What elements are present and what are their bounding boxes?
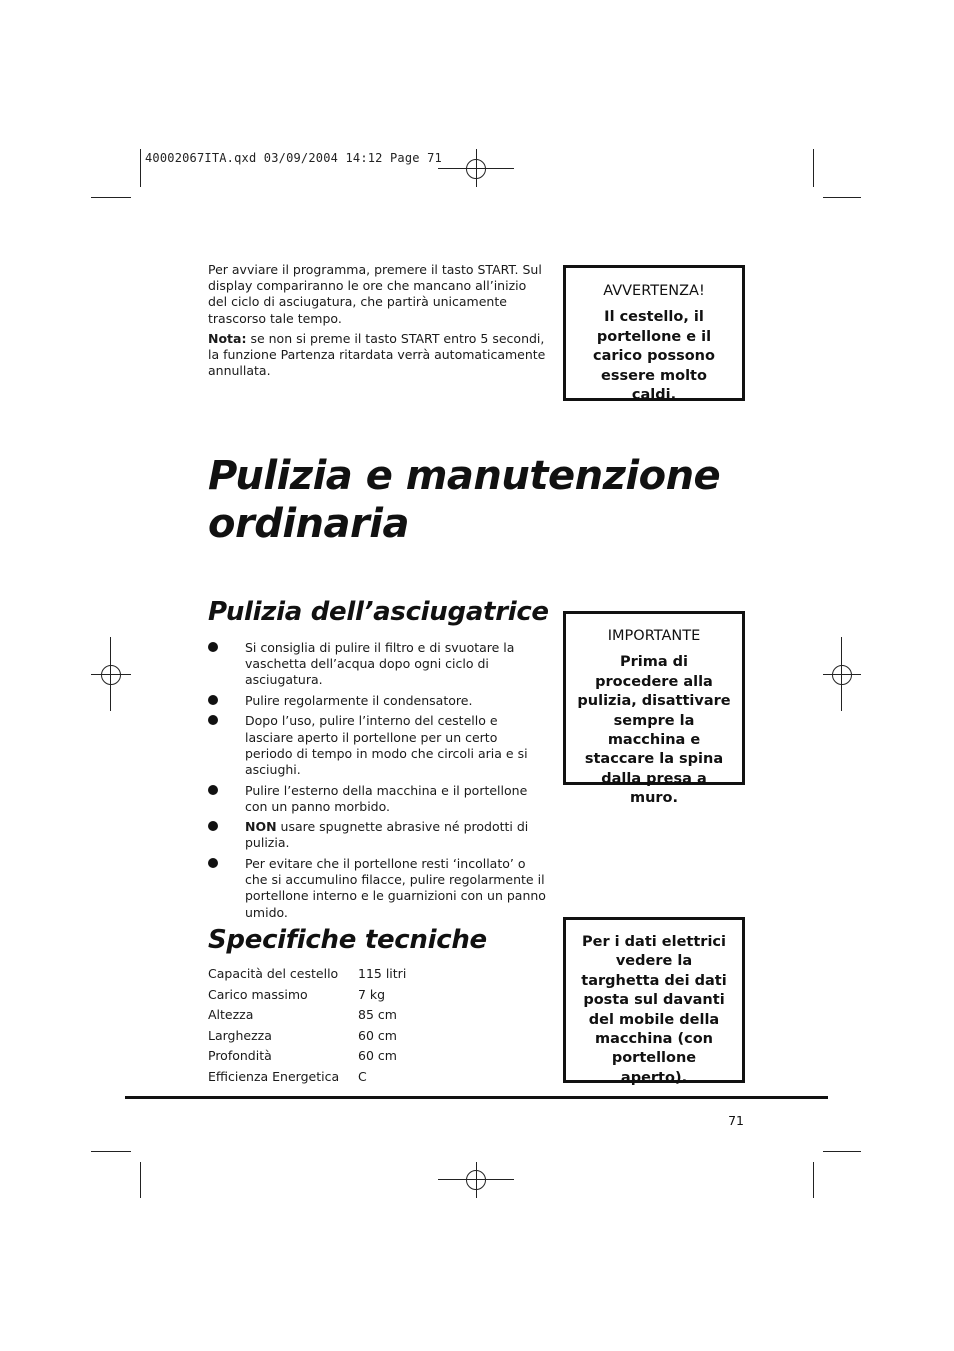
crop-mark <box>91 197 131 198</box>
page-number: 71 <box>728 1113 744 1128</box>
table-row: Profondità 60 cm <box>208 1048 397 1064</box>
important-text: Prima di procedere alla pulizia, disattivare sempre la macchina e staccare la spina dalla presa a muro. <box>577 654 731 807</box>
bullet-icon <box>208 642 218 652</box>
section-heading-specs: Specifiche tecniche <box>208 925 487 955</box>
intro-paragraph: Per avviare il programma, premere il tasto START. Sul display compariranno le ore che mancano all’inizio del ciclo di asciugatura, che partirà unicamente trascorso tale tempo. <box>208 262 542 326</box>
table-row: Efficienza Energetica C <box>208 1068 367 1084</box>
bullet-icon <box>208 785 218 795</box>
emphasis-non: NON <box>245 819 277 835</box>
note-paragraph <box>208 331 546 380</box>
main-title: Pulizia e manutenzione ordinaria <box>208 453 721 547</box>
section-heading-cleaning: Pulizia dell’asciugatrice <box>208 597 549 627</box>
important-heading: IMPORTANTE <box>607 628 701 644</box>
crop-mark <box>823 197 861 198</box>
bullet-icon <box>208 858 218 868</box>
bullet-icon <box>208 821 218 831</box>
note-label: Nota: <box>208 330 247 346</box>
footer-rule <box>125 1096 828 1099</box>
electrical-box <box>563 917 745 1086</box>
specs-table <box>208 966 406 1090</box>
table-row: Larghezza 60 cm <box>208 1027 397 1043</box>
crop-mark <box>140 149 141 187</box>
list-item: NON usare spugnette abrasive né prodotti di pulizia. <box>208 819 548 851</box>
bullet-icon <box>208 695 218 705</box>
list-item: Pulire regolarmente il condensatore. <box>208 693 548 709</box>
crop-mark <box>91 1151 131 1152</box>
crop-mark <box>813 149 814 187</box>
list-item: Per evitare che il portellone resti ‘incollato’ o che si accumulino filacce, pulire regolarmente il portellone interno e le guarnizioni con un panno umido. <box>208 856 548 921</box>
intro-text <box>208 262 546 383</box>
electrical-text: Per i dati elettrici vedere la targhetta dei dati posta sul davanti del mobile della macchina (con portellone aperto). <box>581 934 727 1086</box>
table-row: Altezza 85 cm <box>208 1007 397 1023</box>
table-row: Capacità del cestello 115 litri <box>208 966 407 981</box>
list-item: Dopo l’uso, pulire l’interno del cestello e lasciare aperto il portellone per un certo periodo di tempo in modo che circoli aria e si asciughi. <box>208 713 548 778</box>
warning-text: Il cestello, il portellone e il carico possono essere molto caldi. <box>593 309 715 404</box>
note-text: se non si preme il tasto START entro 5 secondi, la funzione Partenza ritardata verrà automaticamente annullata. <box>208 330 546 379</box>
important-box <box>563 611 745 807</box>
list-item: Pulire l’esterno della macchina e il portellone con un panno morbido. <box>208 783 548 815</box>
crop-mark <box>813 1162 814 1198</box>
crop-mark <box>823 1151 861 1152</box>
warning-box <box>563 265 745 404</box>
cleaning-list <box>208 640 548 925</box>
warning-heading: AVVERTENZA! <box>603 283 705 299</box>
table-row: Carico massimo 7 kg <box>208 986 386 1002</box>
bullet-icon <box>208 715 218 725</box>
print-slug: 40002067ITA.qxd 03/09/2004 14:12 Page 71 <box>145 151 442 165</box>
crop-mark <box>140 1162 141 1198</box>
list-item: Si consiglia di pulire il filtro e di svuotare la vaschetta dell’acqua dopo ogni ciclo di asciugatura. <box>208 640 548 689</box>
